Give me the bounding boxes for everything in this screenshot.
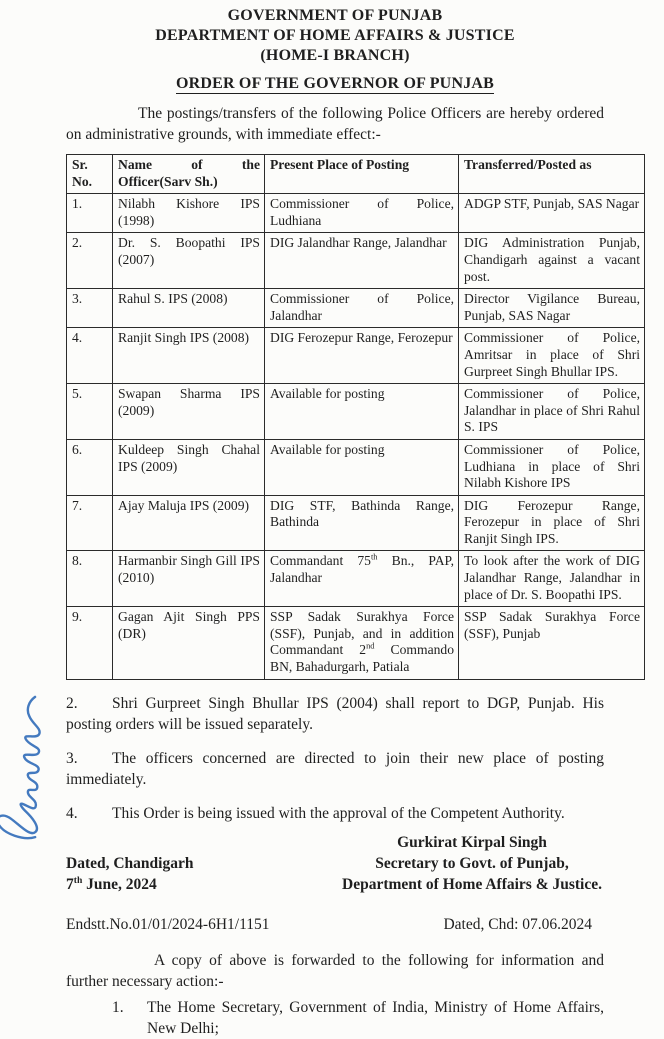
signatory-block <box>342 832 602 895</box>
ordinal-superscript: th <box>370 551 378 562</box>
paragraph-3 <box>66 748 604 790</box>
handwritten-signature-icon <box>0 688 73 846</box>
cell-transferred-as: DIG Ferozepur Range, Ferozepur in place of Shri Ranjit Singh IPS. <box>459 495 645 551</box>
cell-text: Commando BN, Bahadurgarh, Patiala <box>270 642 454 675</box>
ordinal-superscript: nd <box>366 640 375 651</box>
order-title-text: ORDER OF THE GOVERNOR OF PUNJAB <box>175 75 495 92</box>
paragraph-4 <box>66 803 604 824</box>
table-row <box>67 233 645 289</box>
date-text: June, 2024 <box>82 875 157 893</box>
endorsement-number: Endstt.No.01/01/2024-6H1/1151 <box>66 915 270 933</box>
cell-transferred-as: Director Vigilance Bureau, Punjab, SAS Nagar <box>459 289 645 328</box>
signature-stroke <box>0 695 68 840</box>
cell-transferred-as: Commissioner of Police, Ludhiana in place of Shri Nilabh Kishore IPS <box>459 439 645 495</box>
table-row <box>67 384 645 440</box>
cell-officer-name: Ranjit Singh IPS (2008) <box>113 328 265 384</box>
govt-title: GOVERNMENT OF PUNJAB <box>227 7 443 24</box>
cell-officer-name: Rahul S. IPS (2008) <box>113 289 265 328</box>
cell-officer-name: Gagan Ajit Singh PPS (DR) <box>113 607 265 679</box>
cell-officer-name: Nilabh Kishore IPS (1998) <box>113 194 265 233</box>
table-row <box>67 495 645 551</box>
paragraph-number: 3. <box>66 749 78 767</box>
cell-present-posting: Available for posting <box>265 384 459 440</box>
header-sr-no: Sr. No. <box>67 155 113 194</box>
list-item-number: 1. <box>112 998 124 1016</box>
cell-transferred-as: SSP Sadak Surakhya Force (SSF), Punjab <box>459 607 645 679</box>
cell-transferred-as: DIG Administration Punjab, Chandigarh against a vacant post. <box>459 233 645 289</box>
cell-transferred-as: Commissioner of Police, Jalandhar in place of Shri Rahul S. IPS <box>459 384 645 440</box>
dated-date <box>66 874 193 895</box>
cell-present-posting: Commissioner of Police, Jalandhar <box>265 289 459 328</box>
table-row <box>67 289 645 328</box>
table-header-row <box>67 155 645 194</box>
endorsement-date: Dated, Chd: 07.06.2024 <box>443 915 592 933</box>
list-item-text: The Home Secretary, Government of India, Ministry of Home Affairs, New Delhi; <box>147 998 604 1037</box>
forward-list-item <box>112 997 604 1039</box>
cell-present-posting: DIG Jalandhar Range, Jalandhar <box>265 233 459 289</box>
signatory-department: Department of Home Affairs & Justice. <box>342 875 602 893</box>
paragraph-text: The officers concerned are directed to join their new place of posting immediately. <box>66 749 604 788</box>
cell-officer-name: Harmanbir Singh Gill IPS (2010) <box>113 551 265 607</box>
cell-officer-name: Dr. S. Boopathi IPS (2007) <box>113 233 265 289</box>
table-row <box>67 328 645 384</box>
cell-sr: 9. <box>67 607 113 679</box>
cell-sr: 3. <box>67 289 113 328</box>
cell-sr: 4. <box>67 328 113 384</box>
table-row <box>67 551 645 607</box>
cell-transferred-as: ADGP STF, Punjab, SAS Nagar <box>459 194 645 233</box>
header-present-posting: Present Place of Posting <box>265 155 459 194</box>
paragraph-2 <box>66 693 604 735</box>
signature-block <box>66 832 604 895</box>
table-row <box>67 194 645 233</box>
paragraph-number: 4. <box>66 804 78 822</box>
cell-sr: 5. <box>67 384 113 440</box>
endorsement-row <box>66 914 604 935</box>
table-row <box>67 607 645 679</box>
document-content <box>66 6 640 1039</box>
cell-present-posting: DIG Ferozepur Range, Ferozepur <box>265 328 459 384</box>
ordinal-superscript: th <box>73 874 83 886</box>
forward-paragraph: A copy of above is forwarded to the following for information and further necessary action:- <box>66 951 604 990</box>
cell-text: Bn., PAP, Jalandhar <box>270 553 454 586</box>
cell-officer-name: Kuldeep Singh Chahal IPS (2009) <box>113 439 265 495</box>
branch-title: (HOME-I BRANCH) <box>260 47 410 64</box>
cell-officer-name: Swapan Sharma IPS (2009) <box>113 384 265 440</box>
cell-text: Commandant 75 <box>270 553 371 569</box>
date-text: 7 <box>66 875 74 893</box>
department-title: DEPARTMENT OF HOME AFFAIRS & JUSTICE <box>155 27 515 44</box>
order-title <box>66 73 604 94</box>
cell-present-posting: Available for posting <box>265 439 459 495</box>
table-row <box>67 439 645 495</box>
signatory-name: Gurkirat Kirpal Singh <box>397 833 547 851</box>
cell-sr: 7. <box>67 495 113 551</box>
intro-paragraph: The postings/transfers of the following Police Officers are hereby ordered on administrative grounds, with immediate effect:- <box>66 105 604 143</box>
cell-present-posting <box>265 551 459 607</box>
handwritten-signature <box>0 688 73 846</box>
paragraph-number: 2. <box>66 694 78 712</box>
cell-transferred-as: To look after the work of DIG Jalandhar Range, Jalandhar in place of Dr. S. Boopathi IPS. <box>459 551 645 607</box>
cell-sr: 1. <box>67 194 113 233</box>
header-transferred-as: Transferred/Posted as <box>459 155 645 194</box>
transfers-table <box>66 154 645 680</box>
cell-present-posting <box>265 607 459 679</box>
cell-text: SSP Sadak Surakhya Force (SSF), Punjab, and in addition Commandant 2 <box>270 609 454 658</box>
cell-sr: 6. <box>67 439 113 495</box>
cell-present-posting: Commissioner of Police, Ludhiana <box>265 194 459 233</box>
header-officer-name: Name of the Officer(Sarv Sh.) <box>113 155 265 194</box>
paragraph-text: This Order is being issued with the approval of the Competent Authority. <box>112 804 565 822</box>
dated-block <box>66 853 193 895</box>
cell-officer-name: Ajay Maluja IPS (2009) <box>113 495 265 551</box>
cell-sr: 2. <box>67 233 113 289</box>
paragraph-text: Shri Gurpreet Singh Bhullar IPS (2004) shall report to DGP, Punjab. His posting orders will be issued separately. <box>66 694 604 733</box>
cell-sr: 8. <box>67 551 113 607</box>
cell-present-posting: DIG STF, Bathinda Range, Bathinda <box>265 495 459 551</box>
cell-transferred-as: Commissioner of Police, Amritsar in place of Shri Gurpreet Singh Bhullar IPS. <box>459 328 645 384</box>
signatory-designation: Secretary to Govt. of Punjab, <box>375 854 569 872</box>
dated-place: Dated, Chandigarh <box>66 854 194 872</box>
